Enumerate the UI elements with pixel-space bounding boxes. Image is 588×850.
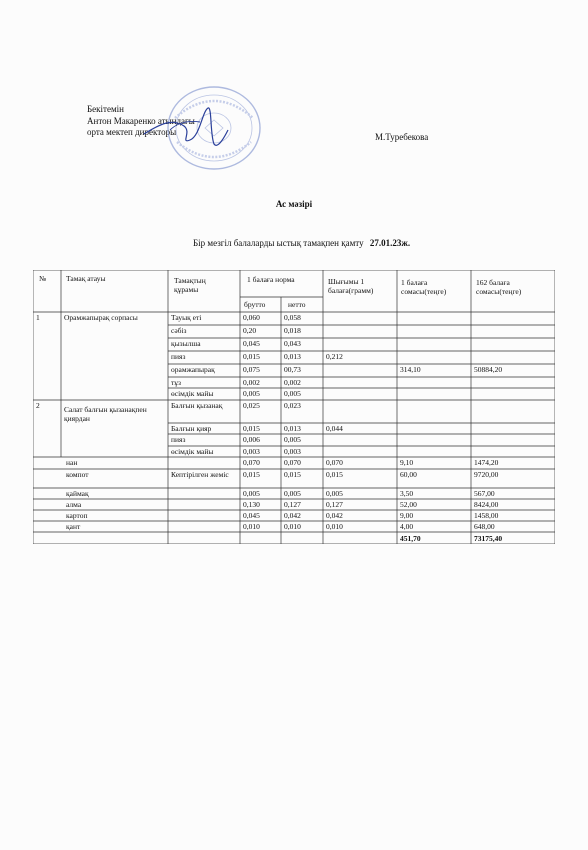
table-cell: 0,013 bbox=[284, 424, 301, 433]
table-cell: 0,070 bbox=[284, 458, 301, 467]
table-cell: 0,058 bbox=[284, 313, 301, 322]
table-cell: 0,127 bbox=[284, 500, 301, 509]
table-cell: 0,042 bbox=[326, 511, 343, 520]
header-gross: брутто bbox=[244, 300, 266, 309]
table-cell: 50884,20 bbox=[474, 365, 503, 374]
table-cell: 0,044 bbox=[326, 424, 343, 433]
table-cell: 0,127 bbox=[326, 500, 343, 509]
table-cell: 0,045 bbox=[243, 339, 260, 348]
subtitle-date: 27.01.23ж. bbox=[369, 238, 411, 248]
table-cell: 8424,00 bbox=[474, 500, 499, 509]
table-cell: 0,003 bbox=[284, 447, 301, 456]
table-cell: пияз bbox=[171, 435, 186, 444]
table-cell: 9720,00 bbox=[474, 470, 499, 479]
table-cell: 0,005 bbox=[284, 389, 301, 398]
table-cell: 0,015 bbox=[243, 470, 260, 479]
table-cell: Балғын қияр bbox=[171, 424, 212, 433]
table-cell: 0,045 bbox=[243, 511, 260, 520]
table-cell: 648,00 bbox=[474, 522, 495, 531]
table-cell: 60,00 bbox=[400, 470, 417, 479]
table-cell: 0,003 bbox=[243, 447, 260, 456]
table-cell: 52,00 bbox=[400, 500, 417, 509]
header-norm: 1 балаға норма bbox=[247, 275, 295, 284]
table-cell: 4,00 bbox=[400, 522, 414, 531]
approval-line: Бекітемін bbox=[87, 104, 124, 114]
table-cell: 0,212 bbox=[326, 352, 343, 361]
table-cell: Балғын қызанақ bbox=[171, 401, 223, 410]
header-composition: Тамақтың құрамы bbox=[174, 276, 206, 294]
table-cell: 0,002 bbox=[243, 378, 260, 387]
table-cell: пияз bbox=[171, 352, 186, 361]
table-cell: 451,70 bbox=[400, 534, 421, 543]
table-cell: 1474,20 bbox=[474, 458, 499, 467]
table-cell: 0,015 bbox=[243, 352, 260, 361]
approval-line: Антон Макаренко атындағы bbox=[87, 115, 195, 126]
table-cell: 0,005 bbox=[284, 489, 301, 498]
table-cell: 0,013 bbox=[284, 352, 301, 361]
table-cell: 0,006 bbox=[243, 435, 260, 444]
table-cell: сәбіз bbox=[171, 326, 187, 335]
table-cell: өсімдік майы bbox=[171, 389, 214, 398]
header-output: Шығымы 1 балаға(грамм) bbox=[328, 277, 374, 295]
table-cell: тұз bbox=[171, 378, 181, 387]
table-cell: 73175,40 bbox=[474, 534, 503, 543]
table-cell: 0,015 bbox=[284, 470, 301, 479]
table-cell: 9,00 bbox=[400, 511, 414, 520]
signer-name: М.Туребекова bbox=[375, 132, 429, 142]
table-cell: картоп bbox=[66, 511, 88, 520]
table-cell: Тауық еті bbox=[171, 313, 202, 322]
table-cell: 0,070 bbox=[326, 458, 343, 467]
table-cell: 1 bbox=[36, 313, 40, 322]
table-cell: Орамжапырақ сорпасы bbox=[64, 313, 138, 322]
table-cell: 3,50 bbox=[400, 489, 414, 498]
table-cell: компот bbox=[66, 470, 89, 479]
table-cell: 0,010 bbox=[326, 522, 343, 531]
table-cell: нан bbox=[66, 458, 78, 467]
table-cell: 0,015 bbox=[243, 424, 260, 433]
table-cell: 0,005 bbox=[243, 489, 260, 498]
table-cell: 0,002 bbox=[284, 378, 301, 387]
table-cell: 2 bbox=[36, 401, 40, 410]
page-subtitle bbox=[193, 238, 410, 248]
table-cell: 0,005 bbox=[284, 435, 301, 444]
table-cell: 0,015 bbox=[326, 470, 343, 479]
subtitle-text: Бір мезгіл балаларды ыстық тамақпен қамту bbox=[193, 238, 364, 248]
table-cell: 0,075 bbox=[243, 365, 260, 374]
table-cell: орамжапырақ bbox=[171, 365, 215, 374]
table-cell: қаймақ bbox=[66, 489, 89, 498]
header-dish: Тамақ атауы bbox=[66, 274, 106, 283]
table-cell: Кептірілген жеміс bbox=[171, 470, 229, 479]
table-cell: 0,060 bbox=[243, 313, 260, 322]
table-cell: 0,010 bbox=[243, 522, 260, 531]
table-cell: 314,10 bbox=[400, 365, 421, 374]
table-cell: 0,042 bbox=[284, 511, 301, 520]
page-title: Ас мәзірі bbox=[275, 199, 313, 209]
header-net: нетто bbox=[288, 300, 306, 309]
table-cell: 0,025 bbox=[243, 401, 260, 410]
signature-icon bbox=[140, 104, 230, 154]
header-cost162: 162 балаға сомасы(теңге) bbox=[476, 278, 522, 296]
header-num: № bbox=[39, 274, 47, 283]
table-cell: 00,73 bbox=[284, 365, 301, 374]
table-cell: өсімдік майы bbox=[171, 447, 214, 456]
table-cell: қант bbox=[66, 522, 81, 531]
header-cost1: 1 балаға сомасы(теңге) bbox=[401, 278, 447, 296]
table-cell: 0,018 bbox=[284, 326, 301, 335]
table-cell: Салат балғын қызанақпен қиярдан bbox=[64, 405, 147, 423]
table-cell: қызылша bbox=[171, 339, 201, 348]
table-cell: 0,130 bbox=[243, 500, 260, 509]
table-cell: 0,20 bbox=[243, 326, 257, 335]
table-cell: 1458,00 bbox=[474, 511, 499, 520]
table-cell: 567,00 bbox=[474, 489, 495, 498]
menu-table bbox=[33, 270, 555, 544]
table-cell: 0,005 bbox=[243, 389, 260, 398]
table-cell: алма bbox=[66, 500, 82, 509]
approval-line: орта мектеп директоры bbox=[87, 127, 177, 137]
table-cell: 9,10 bbox=[400, 458, 414, 467]
table-cell: 0,023 bbox=[284, 401, 301, 410]
table-cell: 0,043 bbox=[284, 339, 301, 348]
table-cell: 0,010 bbox=[284, 522, 301, 531]
table-cell: 0,070 bbox=[243, 458, 260, 467]
table-cell: 0,005 bbox=[326, 489, 343, 498]
